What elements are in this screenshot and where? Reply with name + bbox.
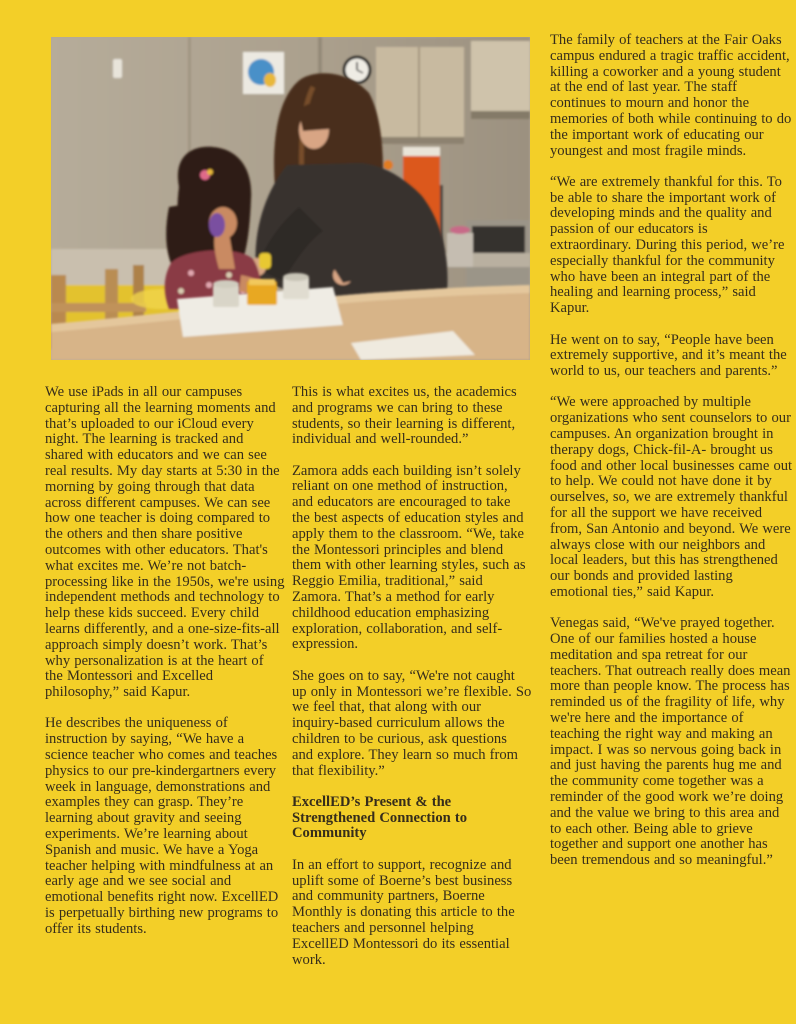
paragraph: In an effort to support, recognize and uplift some of Boerne’s best business and community partners, Boerne Monthly is donating this article to the teachers and personnel helping ExcellED Montessori do its essential work.	[292, 856, 515, 968]
article-column-right	[550, 33, 793, 993]
paragraph: “We were approached by multiple organizations who sent counselors to our campuses. An organization brought in therapy dogs, Chick-fil-A- brought us food and other local businesses came out to help. We could not have done it by ourselves, so, we are extremely thankful for all the support we have received from, San Antonio and beyond. We were always close with our neighbors and local leaders, but this has strengthened our bonds and provided lasting emotional ties,” said Kapur.	[550, 394, 793, 600]
light-switch	[113, 59, 122, 78]
wall-poster	[243, 52, 284, 94]
section-heading: ExcellED’s Present & the Strengthened Connection to Community	[292, 793, 468, 842]
paragraph: This is what excites us, the academics and programs we can bring to these students, so their learning is different, individual and well-rounded.”	[292, 384, 517, 448]
paragraph: He describes the uniqueness of instruction by saying, “We have a science teacher who comes and teaches physics to our pre-kindergartners every week in language, demonstrations and examples they can grasp. They’re learning about gravity and seeing experiments. We’re learning about Spanish and music. We have a Yoga teacher helping with mindfulness at an early age and we see social and emotional benefits right now. ExcellED is perpetually birthing new programs to offer its students.	[45, 715, 279, 937]
article-column-middle	[292, 385, 532, 1015]
paragraph: She goes on to say, “We're not caught up only in Montessori we’re flexible. So we feel that, that along with our inquiry-based curriculum allows the children to be curious, ask questions and explore. They learn so much from that flexibility.”	[292, 667, 532, 779]
paragraph: We use iPads in all our campuses capturing all the learning moments and that’s uploaded to our iCloud every night. The learning is tracked and shared with educators and we can see real results. My day starts at 5:30 in the morning by going through that data across different campuses. We can see how one teacher is doing compared to the others and then share positive outcomes with other educators. That's what excites me. We’re not batch-processing like in the 1950s, we're using independent methods and technology to help these kids succeed. Every child learns differently, and a one-size-fits-all approach simply doesn’t work. That’s why personalization is at the heart of the Montessori and Excelled philosophy,” said Kapur.	[45, 384, 285, 701]
classroom-photo	[51, 37, 530, 360]
paragraph: Zamora adds each building isn’t solely reliant on one method of instruction, and educators are encouraged to take the best aspects of education styles and apply them to the classroom. “We, take the Montessori principles and blend them with other learning styles, such as Reggio Emilia, traditional,” said Zamora. That’s a method for early childhood education emphasizing exploration, collaboration, and self-expression.	[292, 462, 526, 653]
paragraph: The family of teachers at the Fair Oaks campus endured a tragic traffic accident, killing a coworker and a young student at the end of last year. The staff continues to mourn and honor the memories of both while continuing to do the important work of educating our youngest and most fragile minds.	[550, 32, 792, 159]
article-column-left	[45, 385, 285, 985]
paragraph: Venegas said, “We've prayed together. One of our families hosted a house meditation and spa retreat for our teachers. That outreach really does mean more than people know. The process has reminded us of the fragility of life, why we're here and the importance of teaching the right way and making an impact. I was so nervous going back in and just having the parents hug me and the community come together was a reminder of the good work we’re doing and the value we bring to this area and to each other. Being able to grieve together and support one another has been tremendous and so meaningful.”	[550, 615, 791, 869]
paragraph: “We are extremely thankful for this. To be able to share the important work of developing minds and the quality and passion of our educators is extraordinary. During this period, we’re especially thankful for the community who have been an integral part of the healing and learning process,” said Kapur.	[550, 173, 785, 317]
paragraph: He went on to say, “People have been extremely supportive, and it’s meant the world to us, our teachers and parents.”	[550, 331, 787, 380]
classroom-photo-illustration	[51, 37, 530, 360]
